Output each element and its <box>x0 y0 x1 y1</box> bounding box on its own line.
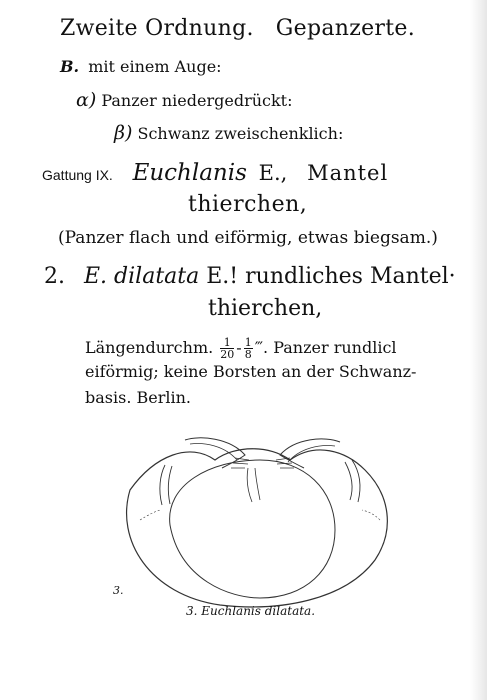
genus-line <box>42 160 388 186</box>
species-author: E.! <box>206 264 239 289</box>
center-stalk <box>247 468 260 502</box>
genus-name: Euchlanis <box>132 160 247 186</box>
fraction-one-eighth <box>244 337 253 360</box>
fraction-numerator: 1 <box>220 337 234 349</box>
group-title: Gepanzerte. <box>275 16 415 41</box>
range-dash: - <box>236 338 242 357</box>
genus-common-name-part1: Mantel <box>307 161 389 185</box>
description-line-2: eiförmig; keine Borsten an der Schwanz- <box>85 362 417 381</box>
page-edge-shadow <box>470 0 487 700</box>
species-number: 2. <box>44 264 65 289</box>
figure-caption: 3. Euchlanis dilatata. <box>186 604 316 618</box>
section-heading <box>60 16 415 41</box>
description-line-3: basis. Berlin. <box>85 388 191 407</box>
species-binomial: E. dilatata <box>84 264 200 289</box>
subsection-b <box>60 57 222 76</box>
length-unit: ‴. <box>254 338 269 357</box>
lorica-outline <box>127 449 388 607</box>
fraction-numerator: 1 <box>244 336 252 349</box>
fraction-denominator: 20 <box>220 348 235 361</box>
species-common-name-part2: thierchen, <box>208 296 323 321</box>
rotifer-illustration <box>90 420 420 630</box>
species-line <box>44 264 456 289</box>
subsection-beta-letter: β) <box>114 122 133 144</box>
order-title: Zweite Ordnung. <box>60 16 254 41</box>
subsection-beta <box>114 122 343 144</box>
genus-label: Gattung IX. <box>42 167 113 183</box>
figure-number: 3. <box>113 584 124 597</box>
genus-author: E., <box>258 161 288 185</box>
left-appendage <box>160 465 172 505</box>
subsection-alpha-text: Panzer niedergedrückt: <box>101 91 293 110</box>
description-line-1 <box>85 337 397 360</box>
fraction-one-twentieth <box>220 337 234 360</box>
right-corona-arm <box>280 439 340 468</box>
genus-note: (Panzer flach und eiförmig, etwas biegsam.) <box>58 228 438 248</box>
description-rest: Panzer rundlicl <box>273 338 397 357</box>
species-common-name-part1: rundliches Mantel· <box>245 264 456 289</box>
lorica-inner-shell <box>170 460 335 598</box>
subsection-b-letter: B. <box>60 57 80 76</box>
subsection-b-text: mit einem Auge: <box>88 57 222 76</box>
length-label: Längendurchm. <box>85 338 214 357</box>
subsection-alpha <box>76 89 293 111</box>
subsection-beta-text: Schwanz zweischenklich: <box>137 124 344 143</box>
fraction-denominator: 8 <box>244 348 252 361</box>
right-appendage <box>345 460 360 502</box>
genus-common-name-part2: thierchen, <box>188 192 308 217</box>
subsection-alpha-letter: α) <box>76 89 97 111</box>
